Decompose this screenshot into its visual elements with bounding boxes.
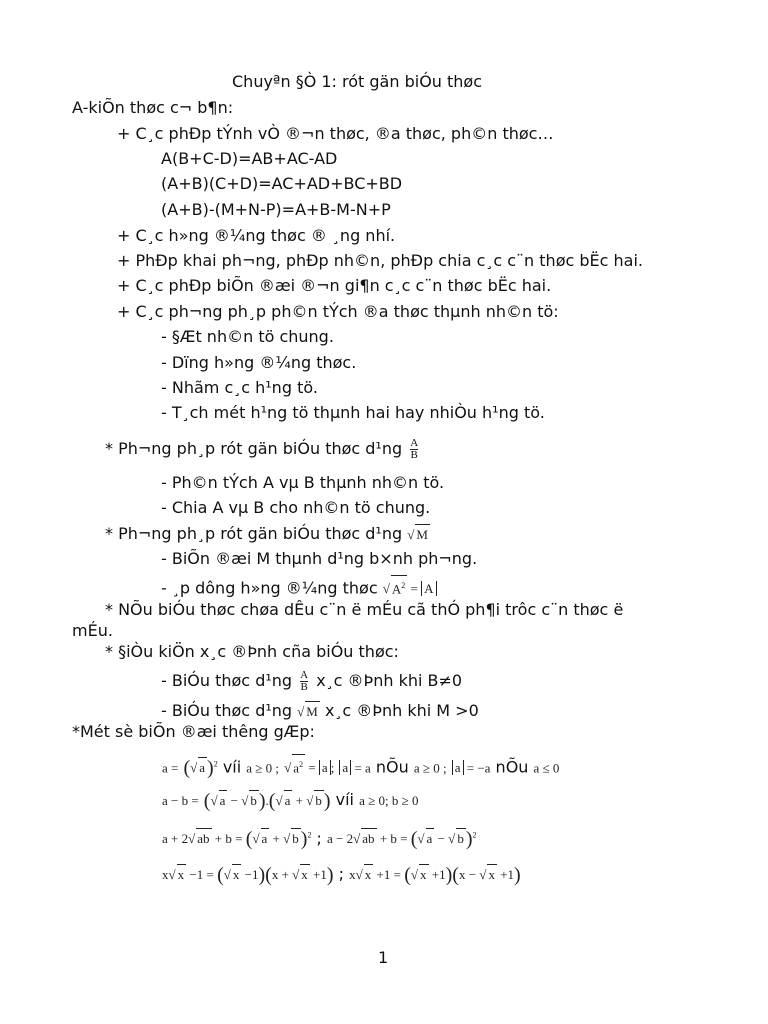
method-radical: * Ph¬ng ph¸p rót gän biÓu thøc d¹ng √ M — [105, 524, 428, 543]
formula-line-1: a = (√ a )$^2$ víi a ≥ 0 ; √ $a^2 = a$ ; a = a nÕu a ≥ 0 ; a = −a nÕu a ≤ 0 — [162, 754, 559, 778]
bullet-identities: + C¸c h»ng ®¼ng thøc ® ¸ng nhí. — [117, 226, 396, 245]
fraction-a-over-b-domain: $\frac{A}{B}$ — [300, 669, 309, 693]
note-rationalize: * NÕu biÓu thøc chøa dÊu c¨n ë mÉu cã thÓ ph¶i trôc c¨n thøc ë — [105, 600, 624, 619]
page-number: 1 — [378, 948, 389, 967]
method-radical-step-2: - ¸p dông h»ng ®¼ng thøc √ $A^2 = A$ — [161, 575, 437, 599]
formula-line-3: a + 2√ ab + b = (√ a + √ b )$^2$ ; a − 2√ ab + b = (√ a − √ b )$^2$ — [162, 828, 477, 851]
domain-fraction: - BiÓu thøc d¹ng $\frac{A}{B}$ x¸c ®Þnh khi B≠0 — [161, 669, 463, 693]
method-fraction: * Ph¬ng ph¸p rót gän biÓu thøc d¹ng $\frac{A}{B}$ — [105, 437, 419, 461]
example-formula-3: (A+B)-(M+N-P)=A+B-M-N+P — [161, 200, 391, 219]
bullet-factoring: + C¸c ph¬ng ph¸p ph©n tÝch ®a thøc thµnh nh©n tö: — [117, 302, 559, 321]
example-formula-2: (A+B)(C+D)=AC+AD+BC+BD — [161, 174, 403, 193]
formula-line-4: x√ x −1 = (√ x −1)(x + √ x +1) ; x√ x +1 = (√ x +1)(x − √ x +1) — [162, 864, 521, 886]
method-radical-step-1: - BiÕn ®æi M thµnh d¹ng b×nh ph¬ng. — [161, 549, 478, 568]
factoring-step-1: - §Æt nh©n tö chung. — [161, 327, 334, 346]
domain-heading: * §iÒu kiÖn x¸c ®Þnh cña biÓu thøc: — [105, 642, 399, 661]
sqrt-m-domain: √ M — [297, 704, 320, 719]
sqrt-m: √ M — [407, 527, 430, 542]
transforms-heading: *Mét sè biÕn ®æi thêng gÆp: — [72, 722, 315, 741]
fraction-a-over-b: $\frac{A}{B}$ — [410, 437, 419, 461]
note-rationalize-cont: mÉu. — [72, 621, 113, 640]
factoring-step-4: - T¸ch mét h¹ng tö thµnh hai hay nhiÒu h¹ng tö. — [161, 403, 545, 422]
page-title: Chuyªn §Ò 1: rót gän biÓu thøc — [232, 72, 483, 91]
sqrt-identity: √ $A^2 = A$ — [383, 581, 437, 596]
domain-radical: - BiÓu thøc d¹ng √ M x¸c ®Þnh khi M >0 — [161, 701, 479, 720]
method-fraction-step-1: - Ph©n tÝch A vµ B thµnh nh©n tö. — [161, 473, 445, 492]
method-fraction-step-2: - Chia A vµ B cho nh©n tö chung. — [161, 498, 431, 517]
factoring-step-3: - Nhãm c¸c h¹ng tö. — [161, 378, 318, 397]
bullet-transforms: + C¸c phÐp biÕn ®æi ®¬n gi¶n c¸c c¨n thøc bËc hai. — [117, 276, 552, 295]
formula-line-2: a − b = (√ a − √ b ).(√ a + √ b ) víi a ≥ 0; b ≥ 0 — [162, 790, 419, 812]
bullet-operations: + C¸c phÐp tÝnh vÒ ®¬n thøc, ®a thøc, ph©n thøc… — [117, 124, 554, 143]
section-heading: A-kiÕn thøc c¬ b¶n: — [72, 98, 234, 117]
example-formula-1: A(B+C-D)=AB+AC-AD — [161, 149, 338, 168]
factoring-step-2: - Dïng h»ng ®¼ng thøc. — [161, 353, 357, 372]
bullet-radicals: + PhÐp khai ph¬ng, phÐp nh©n, phÐp chia c¸c c¨n thøc bËc hai. — [117, 251, 643, 270]
